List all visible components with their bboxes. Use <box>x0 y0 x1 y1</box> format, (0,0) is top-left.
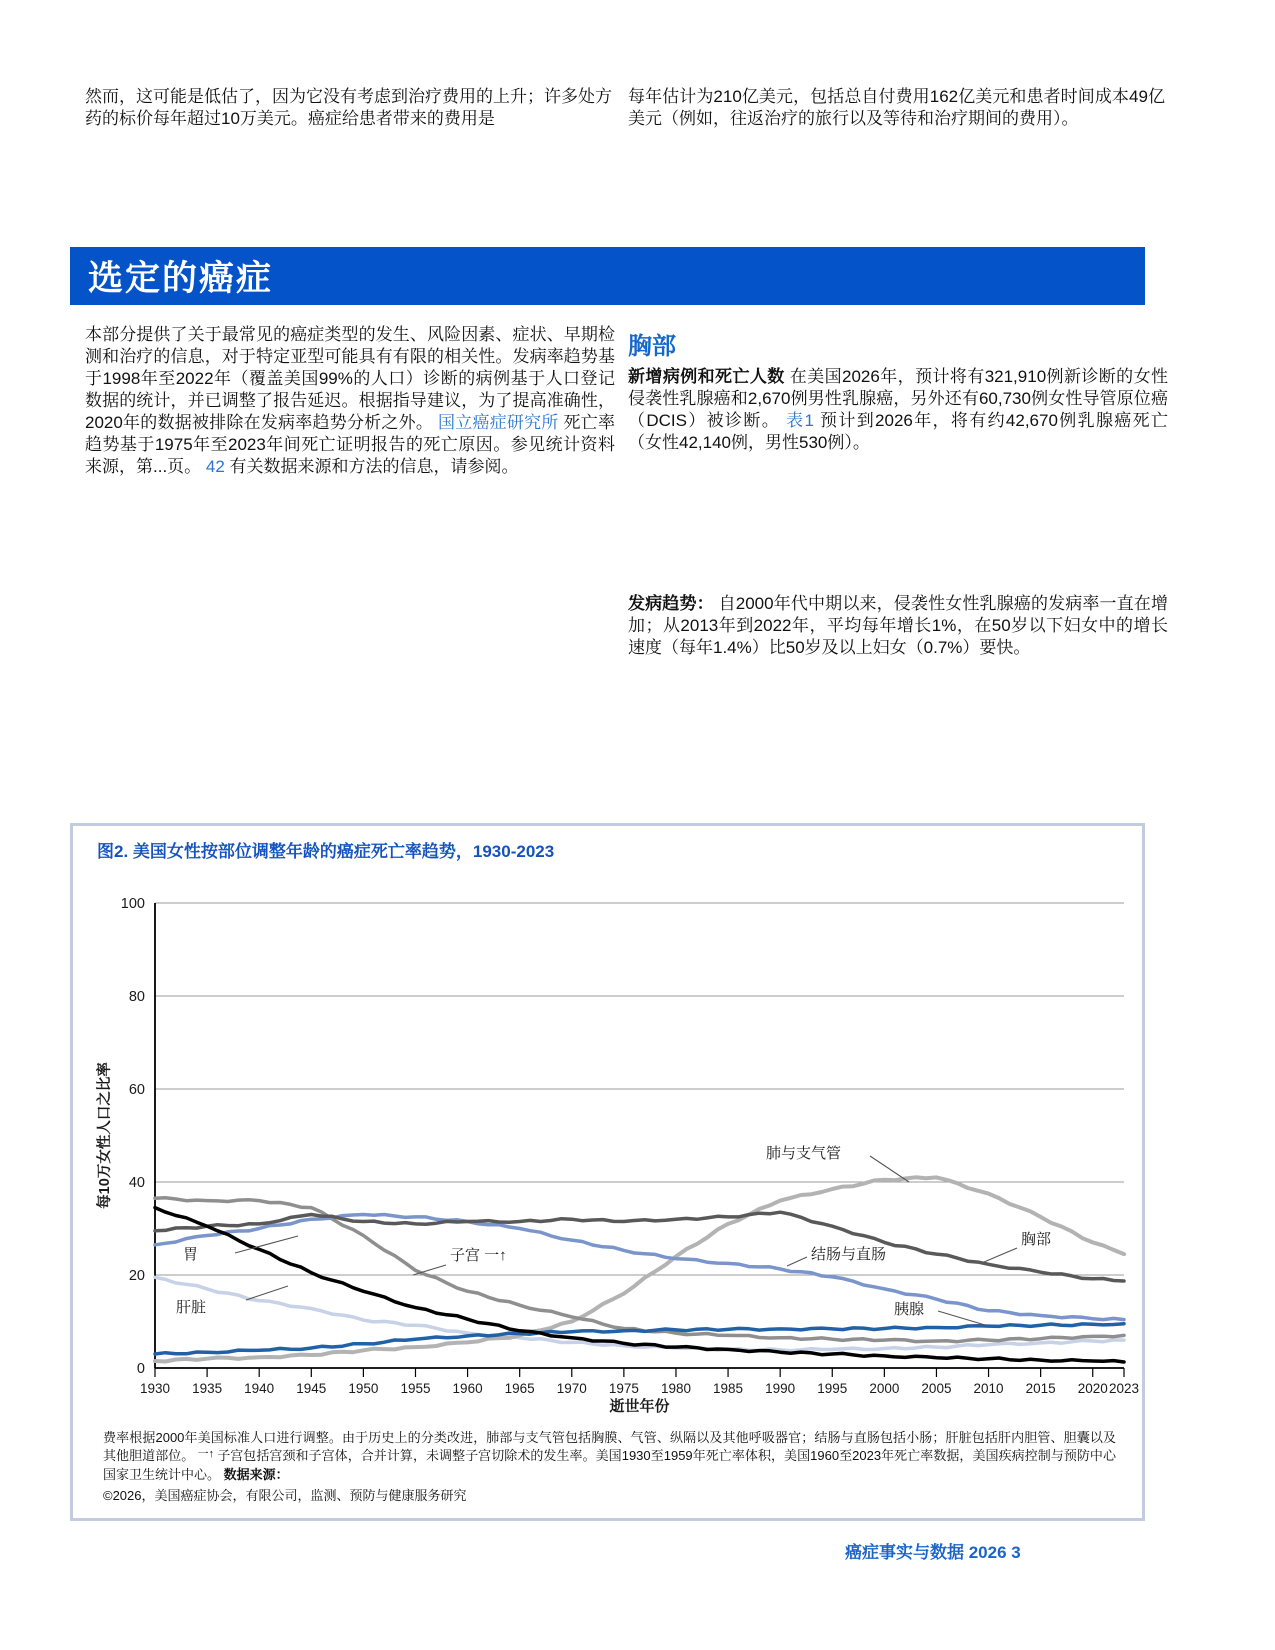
text-segment: 在美国2026年，预计将有321,910例新诊断的女性侵袭性乳腺癌和2,670例男性乳腺癌，另外还有60,730例女性导管原位癌（DCIS）被诊断。 <box>628 367 1168 430</box>
axes <box>155 903 1124 1368</box>
svg-text:1995: 1995 <box>817 1381 848 1396</box>
data-series <box>155 1177 1124 1362</box>
death-rate-trends-chart <box>73 826 1142 1518</box>
svg-text:2000: 2000 <box>869 1381 900 1396</box>
svg-text:1950: 1950 <box>348 1381 379 1396</box>
svg-text:60: 60 <box>128 1082 145 1098</box>
svg-text:100: 100 <box>120 896 145 912</box>
svg-text:1980: 1980 <box>660 1381 691 1396</box>
section-banner <box>70 247 1145 305</box>
overview-paragraph <box>85 324 615 478</box>
x-axis-tick-labels <box>140 1368 1139 1396</box>
svg-text:0: 0 <box>136 1361 145 1377</box>
breast-new-cases-paragraph <box>628 366 1168 454</box>
svg-text:1930: 1930 <box>139 1381 171 1396</box>
text-segment: 死亡率趋势基于1975年至2023年间死亡证明报告的死亡原因。参见统计资料来源，第...页。 <box>85 413 615 476</box>
page-footer: 癌症事实与数据 2026 3 <box>845 1543 1021 1562</box>
svg-text:2015: 2015 <box>1025 1381 1056 1396</box>
figure2-footnote <box>103 1429 1116 1484</box>
svg-text:1940: 1940 <box>244 1381 275 1396</box>
svg-text:2020: 2020 <box>1077 1381 1108 1396</box>
svg-text:1985: 1985 <box>713 1381 744 1396</box>
text-segment: 本部分提供了关于最常见的癌症类型的发生、风险因素、症状、早期检测和治疗的信息，对于特定亚型可能具有有限的相关性。发病率趋势基于1998年至2022年（覆盖美国99%的人口）诊断的病例基于人口登记数据的统计，并已调整了报告延迟。根据指导建议，为了提高准确性，2020年的数据被排除在发病率趋势分析之外。 <box>85 325 615 432</box>
svg-text:40: 40 <box>128 1175 145 1191</box>
text-segment: 新增病例和死亡人数 <box>628 367 785 386</box>
text-segment: 费率根据2000年美国标准人口进行调整。由于历史上的分类改进，肺部与支气管包括胸膜、气管、纵隔以及其他呼吸器官；结肠与直肠包括小肠；肝脏包括肝内胆管、胆囊以及其他胆道部位。 <box>103 1430 1116 1463</box>
text-segment: 子宫包括宫颈和子宫体，合并计算，未调整子宫切除术的发生率。美国1930至1959年死亡率体积，美国1960至2023年死亡率数据，美国疾病控制与预防中心国家卫生统计中心。 <box>103 1448 1116 1482</box>
inline-link[interactable]: 国立癌症研究所 <box>433 413 564 432</box>
text-segment: 有关数据来源和方法的信息，请参阅。 <box>229 457 519 476</box>
svg-text:2023: 2023 <box>1108 1381 1140 1396</box>
series-line-2 <box>155 1177 1124 1361</box>
svg-text:20: 20 <box>128 1268 145 1284</box>
svg-text:80: 80 <box>128 989 145 1005</box>
figure2-copyright: ©2026，美国癌症协会，有限公司，监测、预防与健康服务研究 <box>103 1488 467 1503</box>
svg-text:1935: 1935 <box>192 1381 223 1396</box>
svg-text:2005: 2005 <box>921 1381 952 1396</box>
svg-text:结肠与直肠: 结肠与直肠 <box>811 1246 887 1263</box>
svg-text:1975: 1975 <box>608 1381 639 1396</box>
y-axis-tick-labels <box>121 896 145 1377</box>
svg-text:1945: 1945 <box>296 1381 327 1396</box>
text-segment: 数据来源： <box>220 1467 289 1482</box>
intro-right-paragraph: 每年估计为210亿美元，包括总自付费用162亿美元和患者时间成本49亿美元（例如，往返治疗的旅行以及等待和治疗期间的费用）。 <box>628 87 1165 128</box>
svg-text:胰腺: 胰腺 <box>894 1301 925 1318</box>
breast-section-heading: 胸部 <box>628 333 676 360</box>
svg-text:胸部: 胸部 <box>1021 1231 1052 1248</box>
svg-text:2010: 2010 <box>973 1381 1004 1396</box>
svg-text:1955: 1955 <box>400 1381 431 1396</box>
svg-text:胃: 胃 <box>183 1246 199 1263</box>
svg-text:1990: 1990 <box>765 1381 796 1396</box>
svg-text:肺与支气管: 肺与支气管 <box>766 1145 842 1162</box>
svg-text:1965: 1965 <box>504 1381 535 1396</box>
svg-text:子宫 一↑: 子宫 一↑ <box>450 1247 507 1264</box>
figure2-title: 图2. 美国女性按部位调整年龄的癌症死亡率趋势，1930-2023 <box>97 842 555 861</box>
svg-text:肝脏: 肝脏 <box>176 1299 207 1316</box>
text-segment: 自2000年代中期以来，侵袭性女性乳腺癌的发病率一直在增加；从2013年到2022年，平均每年增长1%，在50岁以下妇女中的增长速度（每年1.4%）比50岁及以上妇女（0.7%）要快。 <box>628 594 1169 657</box>
svg-text:1960: 1960 <box>452 1381 483 1396</box>
text-segment: 预计到2026年，将有约42,670例乳腺癌死亡（女性42,140例，男性530例）。 <box>628 411 1168 452</box>
text-segment: 发病趋势： <box>628 594 714 613</box>
inline-link[interactable]: 42 <box>201 457 230 476</box>
figure2-box <box>70 823 1145 1521</box>
section-banner-title: 选定的癌症 <box>88 259 274 298</box>
y-axis-title: 每10万女性人口之比率 <box>97 1062 113 1209</box>
inline-link[interactable]: 表1 <box>780 411 820 430</box>
text-segment: 一↑ <box>194 1448 218 1460</box>
intro-left-paragraph: 然而，这可能是低估了，因为它没有考虑到治疗费用的上升；许多处方药的标价每年超过10万美元。癌症给患者带来的费用是 <box>85 87 612 128</box>
x-axis-title: 逝世年份 <box>609 1398 670 1415</box>
svg-text:1970: 1970 <box>556 1381 587 1396</box>
breast-incidence-trends-paragraph <box>628 593 1168 659</box>
